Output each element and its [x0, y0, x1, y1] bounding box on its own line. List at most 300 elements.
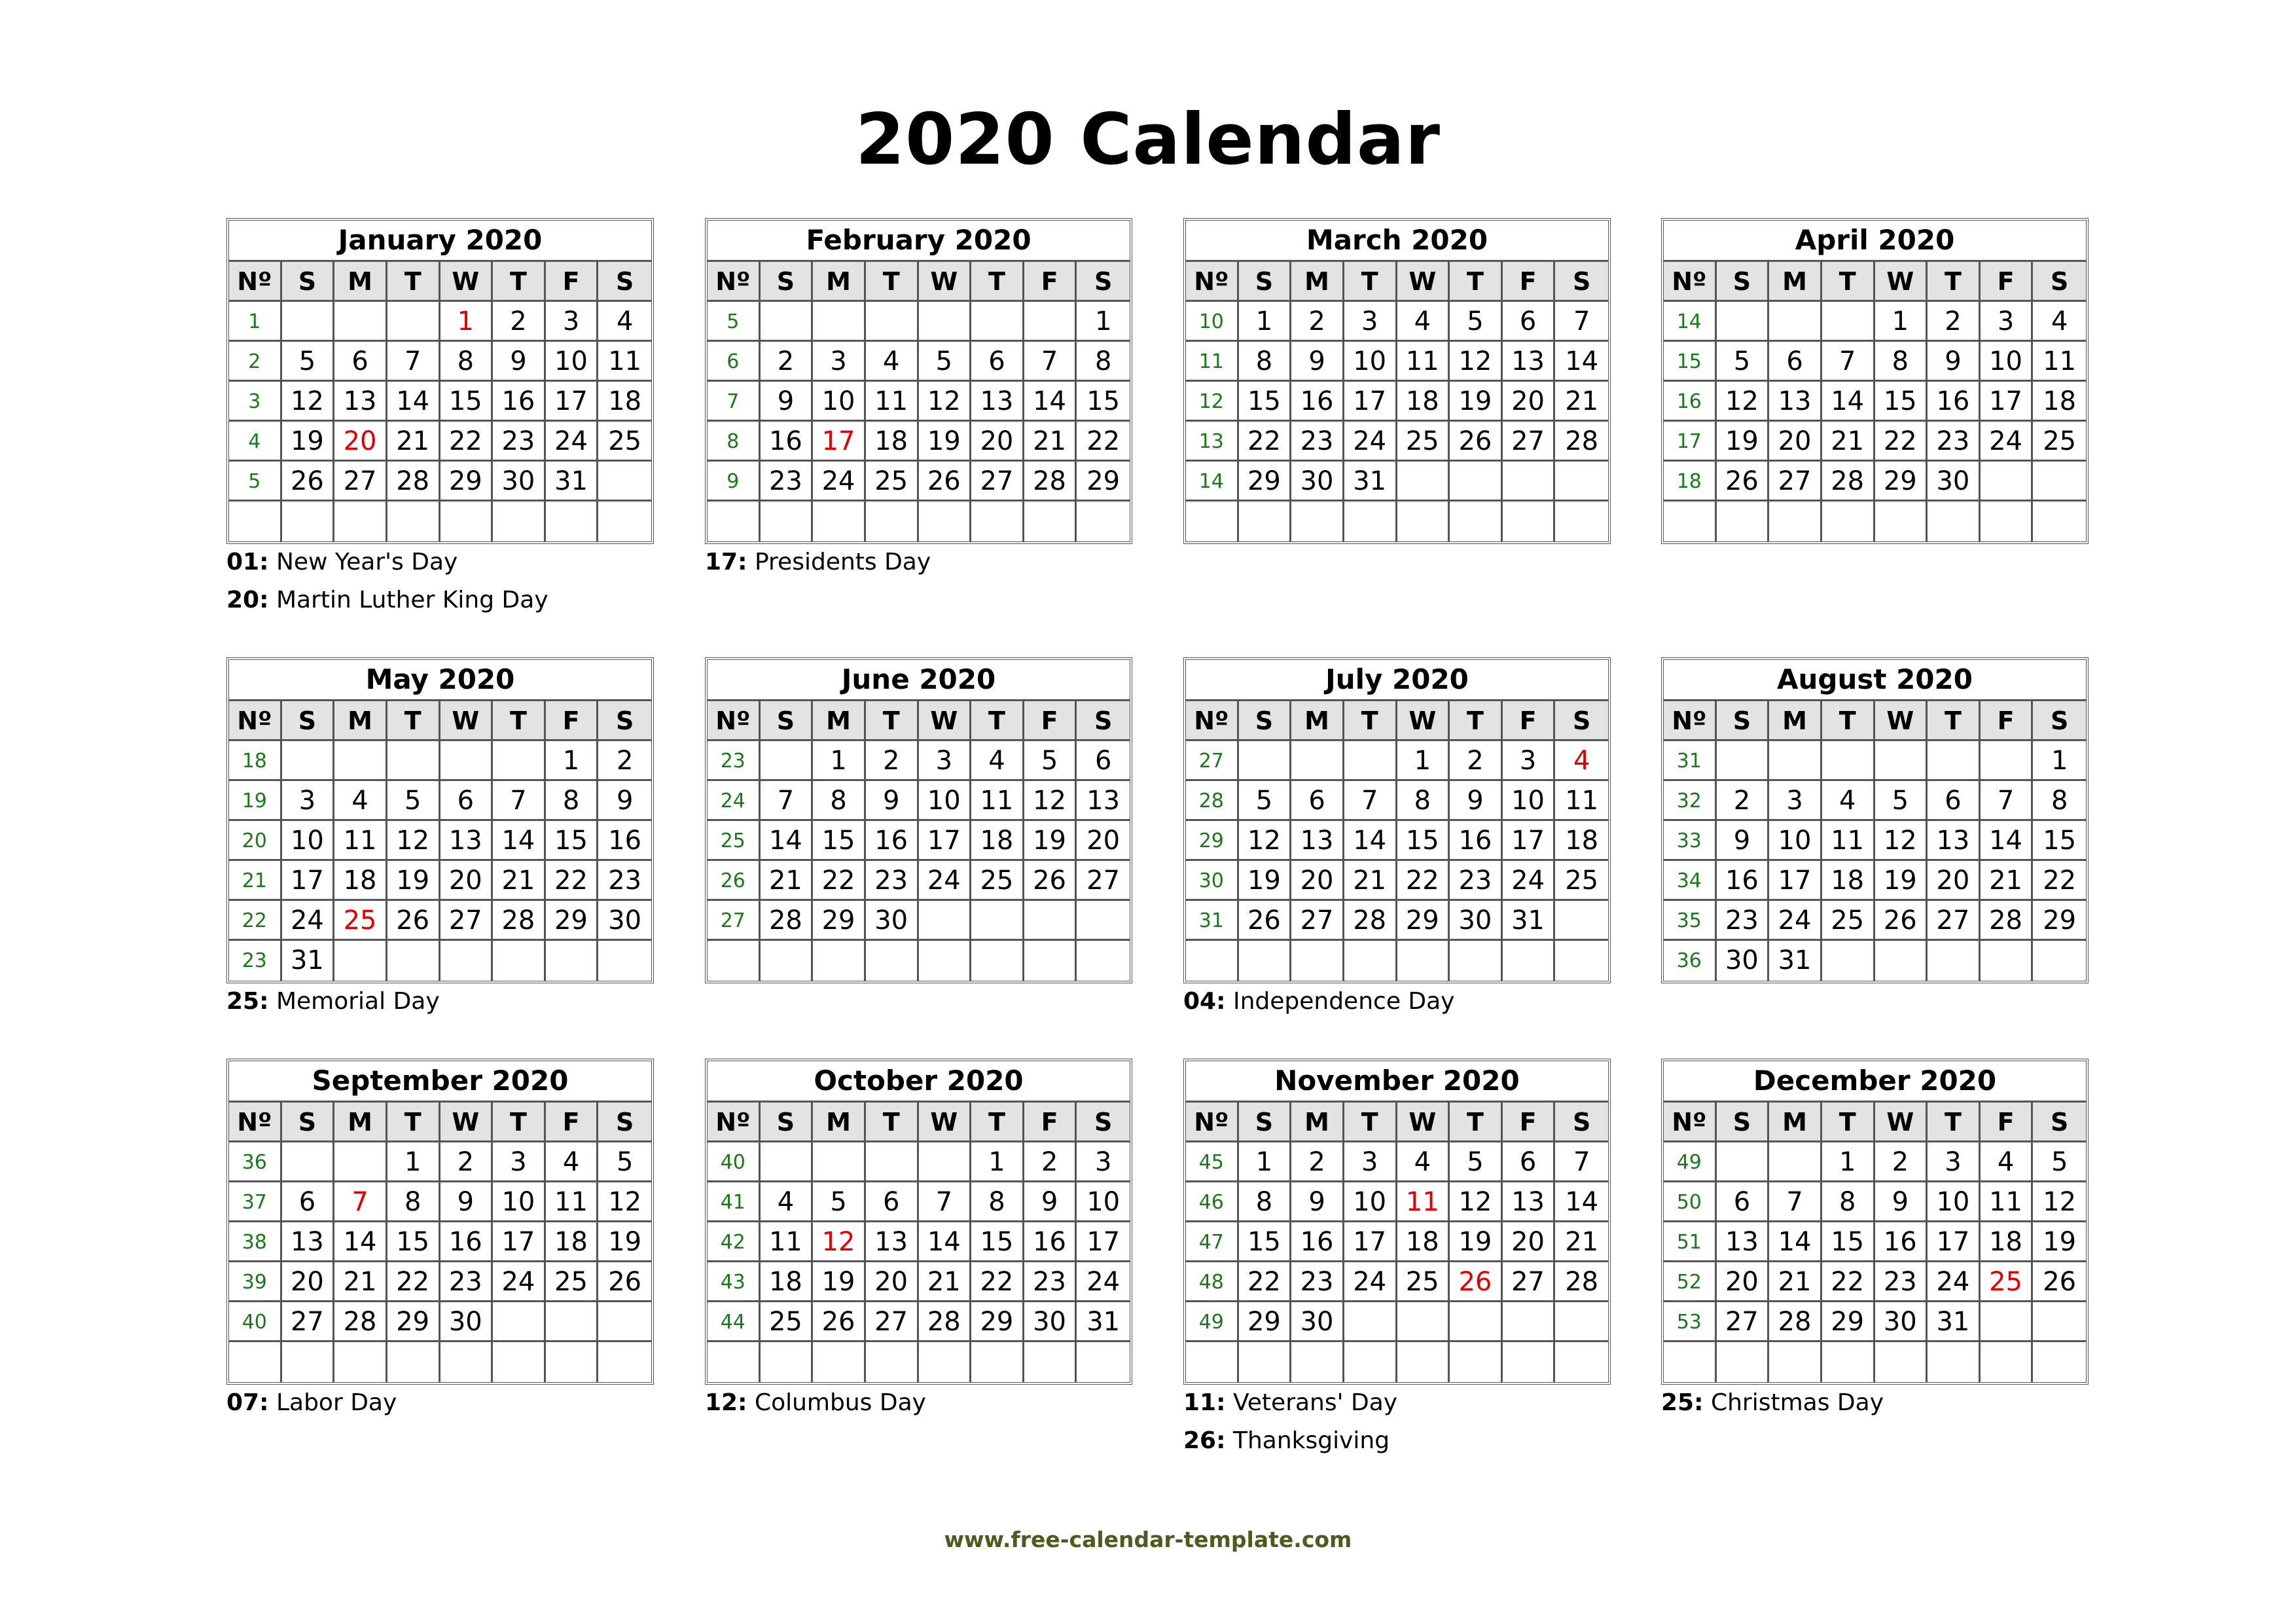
month-table: [1183, 218, 1611, 544]
weekday-header: S: [282, 262, 335, 302]
day-cell: [866, 941, 919, 981]
day-cell: 23: [1928, 422, 1981, 462]
page-title: 2020 Calendar: [855, 99, 1441, 181]
day-cell: [440, 1342, 493, 1382]
weekday-header: M: [1769, 262, 1822, 302]
day-cell: [1717, 741, 1770, 781]
day-cell: 18: [598, 382, 651, 422]
day-cell: 5: [1875, 781, 1928, 821]
week-number: 4: [229, 422, 282, 462]
day-cell: 16: [1717, 861, 1770, 901]
day-cell: 2: [1928, 302, 1981, 342]
day-cell: 17: [1344, 382, 1397, 422]
day-cell: 29: [1397, 901, 1450, 941]
weekday-header: S: [1239, 1103, 1292, 1142]
day-cell: 12: [2033, 1182, 2086, 1222]
day-cell: 22: [813, 861, 866, 901]
day-cell: 20: [1291, 861, 1344, 901]
day-cell: 23: [440, 1262, 493, 1302]
week-number: [1664, 1342, 1717, 1382]
day-cell: 20: [1077, 821, 1130, 861]
day-cell: 3: [282, 781, 335, 821]
weekday-header: M: [813, 262, 866, 302]
day-cell: 7: [761, 781, 814, 821]
day-cell: 25: [866, 462, 919, 501]
day-cell: [493, 1342, 546, 1382]
day-cell: [1717, 501, 1770, 541]
day-cell: [1239, 741, 1292, 781]
day-cell: [1024, 941, 1077, 981]
week-number: 52: [1664, 1262, 1717, 1302]
day-cell: 2: [761, 342, 814, 382]
day-cell: 20: [1503, 1222, 1556, 1262]
week-number: 13: [1186, 422, 1239, 462]
day-cell: 8: [1239, 1182, 1292, 1222]
day-cell: 17: [282, 861, 335, 901]
weekday-header: S: [1717, 701, 1770, 741]
day-cell: 9: [1291, 342, 1344, 382]
day-cell: 26: [1717, 462, 1770, 501]
week-number: [1186, 941, 1239, 981]
day-cell: [1981, 501, 2034, 541]
day-cell: [1344, 741, 1397, 781]
day-cell: 24: [282, 901, 335, 941]
day-cell: 10: [1928, 1182, 1981, 1222]
day-cell: [813, 1342, 866, 1382]
day-cell: 18: [1822, 861, 1875, 901]
day-cell: 3: [1769, 781, 1822, 821]
day-cell: 16: [440, 1222, 493, 1262]
day-cell: 29: [1875, 462, 1928, 501]
day-cell: 23: [1291, 422, 1344, 462]
day-cell: 29: [440, 462, 493, 501]
day-cell: 18: [1555, 821, 1608, 861]
day-cell: 6: [282, 1182, 335, 1222]
day-cell: 1: [1239, 302, 1292, 342]
day-cell: 5: [2033, 1142, 2086, 1182]
day-cell: 1: [1077, 302, 1130, 342]
day-cell: [1503, 1302, 1556, 1342]
day-cell: 14: [1769, 1222, 1822, 1262]
day-cell: [1239, 941, 1292, 981]
day-cell: [1555, 1342, 1608, 1382]
day-cell: [971, 1342, 1024, 1382]
day-cell: 20: [1769, 422, 1822, 462]
weekday-header: F: [1024, 262, 1077, 302]
day-cell: [1822, 941, 1875, 981]
day-cell: 22: [1239, 1262, 1292, 1302]
day-cell: 31: [1928, 1302, 1981, 1342]
day-cell: 31: [1769, 941, 1822, 981]
day-cell: [1291, 1342, 1344, 1382]
week-number-header: Nº: [708, 701, 761, 741]
day-cell: 7: [1344, 781, 1397, 821]
day-cell: 11: [866, 382, 919, 422]
day-cell: 21: [334, 1262, 387, 1302]
day-cell: [761, 741, 814, 781]
day-cell: 2: [493, 302, 546, 342]
day-cell: [1503, 462, 1556, 501]
week-number: [708, 941, 761, 981]
weekday-header: S: [1239, 262, 1292, 302]
day-cell: 9: [1450, 781, 1503, 821]
weekday-header: T: [493, 701, 546, 741]
weekday-header: W: [440, 701, 493, 741]
weekday-header: T: [1928, 262, 1981, 302]
day-cell: [546, 1302, 599, 1342]
day-cell: 4: [1397, 1142, 1450, 1182]
day-cell: [1928, 501, 1981, 541]
day-cell: 14: [761, 821, 814, 861]
day-cell: [1875, 501, 1928, 541]
week-number: 23: [708, 741, 761, 781]
holiday-note-name: Memorial Day: [276, 988, 440, 1015]
day-cell: [1397, 1342, 1450, 1382]
day-cell: [1717, 1342, 1770, 1382]
day-cell: [440, 501, 493, 541]
holiday-note-name: Presidents Day: [754, 549, 931, 575]
day-cell: 8: [440, 342, 493, 382]
day-cell: [1344, 941, 1397, 981]
day-cell: 12: [282, 382, 335, 422]
day-cell: 24: [1981, 422, 2034, 462]
week-number: 14: [1664, 302, 1717, 342]
day-cell: 25: [1555, 861, 1608, 901]
weekday-header: S: [761, 262, 814, 302]
month-title: August 2020: [1664, 660, 2086, 701]
day-cell: 27: [971, 462, 1024, 501]
week-number: 40: [708, 1142, 761, 1182]
day-cell: [919, 501, 972, 541]
day-cell: 30: [440, 1302, 493, 1342]
week-number: 31: [1664, 741, 1717, 781]
week-number: 53: [1664, 1302, 1717, 1342]
weekday-header: M: [1769, 701, 1822, 741]
day-cell: 14: [1344, 821, 1397, 861]
day-cell: [813, 1142, 866, 1182]
day-cell: 20: [866, 1262, 919, 1302]
holiday-note-day: 26:: [1183, 1427, 1226, 1454]
week-number-header: Nº: [229, 262, 282, 302]
weekday-header: F: [1981, 262, 2034, 302]
week-number: 38: [229, 1222, 282, 1262]
day-cell: 9: [440, 1182, 493, 1222]
day-cell: 6: [1291, 781, 1344, 821]
day-cell: 17: [1981, 382, 2034, 422]
week-number: 25: [708, 821, 761, 861]
weekday-header: T: [1822, 262, 1875, 302]
day-cell: 26: [919, 462, 972, 501]
day-cell: 10: [1344, 342, 1397, 382]
day-cell: [546, 501, 599, 541]
weekday-header: T: [866, 1103, 919, 1142]
month-table: [1183, 657, 1611, 983]
day-cell: 12: [1450, 1182, 1503, 1222]
week-number-header: Nº: [229, 1103, 282, 1142]
day-cell: [1450, 941, 1503, 981]
week-number: 17: [1664, 422, 1717, 462]
month-table: [1661, 1059, 2089, 1385]
day-cell: 21: [387, 422, 440, 462]
week-number: 46: [1186, 1182, 1239, 1222]
day-cell: 27: [1928, 901, 1981, 941]
day-cell: 30: [1717, 941, 1770, 981]
week-number: 36: [1664, 941, 1717, 981]
day-cell: 22: [1239, 422, 1292, 462]
day-cell: 31: [282, 941, 335, 981]
weekday-header: T: [1344, 1103, 1397, 1142]
day-cell: [282, 741, 335, 781]
day-cell: 16: [866, 821, 919, 861]
day-cell: 22: [1077, 422, 1130, 462]
day-cell: 17: [493, 1222, 546, 1262]
day-cell: 11: [1981, 1182, 2034, 1222]
week-number: 27: [708, 901, 761, 941]
holiday-note-day: 11:: [1183, 1389, 1226, 1416]
day-cell: [1822, 501, 1875, 541]
week-number: 23: [229, 941, 282, 981]
day-cell: [598, 462, 651, 501]
day-cell: [440, 741, 493, 781]
day-cell: [1928, 741, 1981, 781]
weekday-header: M: [334, 262, 387, 302]
week-number-header: Nº: [1664, 262, 1717, 302]
day-cell: 8: [1875, 342, 1928, 382]
day-cell: 29: [1822, 1302, 1875, 1342]
weekday-header: M: [813, 1103, 866, 1142]
day-cell: 13: [866, 1222, 919, 1262]
day-cell: 15: [546, 821, 599, 861]
weekday-header: S: [1077, 1103, 1130, 1142]
day-cell: 1: [1822, 1142, 1875, 1182]
day-cell: 1: [971, 1142, 1024, 1182]
day-cell: [919, 1142, 972, 1182]
day-cell: [282, 302, 335, 342]
week-number: 10: [1186, 302, 1239, 342]
weekday-header: F: [1503, 262, 1556, 302]
day-cell: [1291, 941, 1344, 981]
day-cell: 26: [1450, 422, 1503, 462]
day-cell: 14: [1024, 382, 1077, 422]
holiday-note-name: Labor Day: [276, 1389, 397, 1416]
day-cell: [813, 501, 866, 541]
holiday-note: [226, 1384, 672, 1422]
day-cell: 28: [493, 901, 546, 941]
day-cell: 13: [1503, 1182, 1556, 1222]
day-cell: 28: [334, 1302, 387, 1342]
holiday-day-cell: 11: [1397, 1182, 1450, 1222]
week-number: 36: [229, 1142, 282, 1182]
weekday-header: T: [971, 1103, 1024, 1142]
day-cell: 27: [440, 901, 493, 941]
week-number: 31: [1186, 901, 1239, 941]
day-cell: 13: [334, 382, 387, 422]
day-cell: 28: [919, 1302, 972, 1342]
day-cell: [1981, 741, 2034, 781]
day-cell: [1077, 901, 1130, 941]
month-table: [705, 1059, 1132, 1385]
week-number: 9: [708, 462, 761, 501]
day-cell: 5: [813, 1182, 866, 1222]
day-cell: 19: [1450, 1222, 1503, 1262]
day-cell: [282, 501, 335, 541]
day-cell: [761, 1142, 814, 1182]
week-number: 22: [229, 901, 282, 941]
day-cell: 4: [761, 1182, 814, 1222]
day-cell: 18: [1397, 1222, 1450, 1262]
day-cell: [1397, 462, 1450, 501]
month-title: April 2020: [1664, 221, 2086, 262]
day-cell: 5: [387, 781, 440, 821]
day-cell: 8: [2033, 781, 2086, 821]
footer-url[interactable]: www.free-calendar-template.com: [944, 1527, 1352, 1552]
weekday-header: T: [1822, 701, 1875, 741]
week-number: 24: [708, 781, 761, 821]
day-cell: 5: [1717, 342, 1770, 382]
holiday-day-cell: 4: [1555, 741, 1608, 781]
holiday-day-cell: 20: [334, 422, 387, 462]
day-cell: [1450, 501, 1503, 541]
day-cell: 30: [1928, 462, 1981, 501]
week-number: 20: [229, 821, 282, 861]
day-cell: 18: [866, 422, 919, 462]
day-cell: 10: [546, 342, 599, 382]
day-cell: 30: [1291, 462, 1344, 501]
week-number: 15: [1664, 342, 1717, 382]
holiday-note-name: Thanksgiving: [1232, 1427, 1390, 1454]
day-cell: 12: [598, 1182, 651, 1222]
day-cell: [2033, 501, 2086, 541]
day-cell: [2033, 462, 2086, 501]
day-cell: 14: [1555, 342, 1608, 382]
day-cell: [440, 941, 493, 981]
day-cell: 1: [546, 741, 599, 781]
day-cell: [1344, 501, 1397, 541]
day-cell: 12: [1450, 342, 1503, 382]
weekday-header: W: [1397, 1103, 1450, 1142]
day-cell: 23: [598, 861, 651, 901]
day-cell: 25: [546, 1262, 599, 1302]
week-number-header: Nº: [1186, 1103, 1239, 1142]
day-cell: 27: [1769, 462, 1822, 501]
day-cell: 24: [1344, 422, 1397, 462]
day-cell: 25: [761, 1302, 814, 1342]
weekday-header: S: [1077, 262, 1130, 302]
day-cell: 2: [1717, 781, 1770, 821]
day-cell: 7: [387, 342, 440, 382]
day-cell: 27: [1503, 422, 1556, 462]
weekday-header: T: [1344, 262, 1397, 302]
day-cell: [2033, 1302, 2086, 1342]
day-cell: 28: [1981, 901, 2034, 941]
day-cell: [1769, 302, 1822, 342]
weekday-header: F: [1981, 701, 2034, 741]
weekday-header: S: [598, 701, 651, 741]
day-cell: 11: [1822, 821, 1875, 861]
day-cell: 12: [1239, 821, 1292, 861]
day-cell: 21: [493, 861, 546, 901]
week-number: 16: [1664, 382, 1717, 422]
week-number: [708, 1342, 761, 1382]
weekday-header: T: [1928, 701, 1981, 741]
day-cell: 9: [598, 781, 651, 821]
day-cell: 6: [1769, 342, 1822, 382]
day-cell: [1981, 941, 2034, 981]
day-cell: 19: [1717, 422, 1770, 462]
week-number: 39: [229, 1262, 282, 1302]
day-cell: 4: [866, 342, 919, 382]
day-cell: 10: [282, 821, 335, 861]
day-cell: 29: [1077, 462, 1130, 501]
day-cell: 27: [282, 1302, 335, 1342]
day-cell: [598, 941, 651, 981]
day-cell: 4: [546, 1142, 599, 1182]
day-cell: 7: [1024, 342, 1077, 382]
day-cell: [761, 501, 814, 541]
day-cell: 16: [1291, 382, 1344, 422]
day-cell: [598, 1302, 651, 1342]
weekday-header: W: [440, 1103, 493, 1142]
day-cell: 1: [2033, 741, 2086, 781]
day-cell: 6: [1503, 1142, 1556, 1182]
day-cell: 19: [387, 861, 440, 901]
holiday-day-cell: 12: [813, 1222, 866, 1262]
day-cell: 26: [1875, 901, 1928, 941]
day-cell: [813, 302, 866, 342]
day-cell: 11: [334, 821, 387, 861]
day-cell: [1875, 1342, 1928, 1382]
day-cell: [1503, 501, 1556, 541]
day-cell: [866, 1142, 919, 1182]
day-cell: [1397, 501, 1450, 541]
week-number: 28: [1186, 781, 1239, 821]
holiday-notes: [1661, 1384, 2106, 1422]
day-cell: 30: [1875, 1302, 1928, 1342]
day-cell: 17: [1344, 1222, 1397, 1262]
week-number: 37: [229, 1182, 282, 1222]
day-cell: 29: [546, 901, 599, 941]
day-cell: [1555, 901, 1608, 941]
holiday-note-day: 07:: [226, 1389, 269, 1416]
day-cell: 7: [1981, 781, 2034, 821]
day-cell: 7: [919, 1182, 972, 1222]
week-number: 26: [708, 861, 761, 901]
month-table: [226, 657, 654, 983]
holiday-day-cell: 26: [1450, 1262, 1503, 1302]
weekday-header: F: [1024, 1103, 1077, 1142]
weekday-header: S: [598, 262, 651, 302]
holiday-note: [1661, 1384, 2106, 1422]
holiday-day-cell: 7: [334, 1182, 387, 1222]
day-cell: 15: [440, 382, 493, 422]
day-cell: 24: [1344, 1262, 1397, 1302]
day-cell: 30: [1450, 901, 1503, 941]
day-cell: [493, 1302, 546, 1342]
day-cell: 31: [1503, 901, 1556, 941]
weekday-header: M: [1291, 262, 1344, 302]
day-cell: 22: [2033, 861, 2086, 901]
day-cell: 7: [1769, 1182, 1822, 1222]
day-cell: 22: [546, 861, 599, 901]
day-cell: [1822, 1342, 1875, 1382]
day-cell: 13: [282, 1222, 335, 1262]
day-cell: 13: [1291, 821, 1344, 861]
weekday-header: T: [387, 701, 440, 741]
day-cell: 11: [1555, 781, 1608, 821]
day-cell: [546, 941, 599, 981]
day-cell: 20: [1503, 382, 1556, 422]
day-cell: [1769, 741, 1822, 781]
